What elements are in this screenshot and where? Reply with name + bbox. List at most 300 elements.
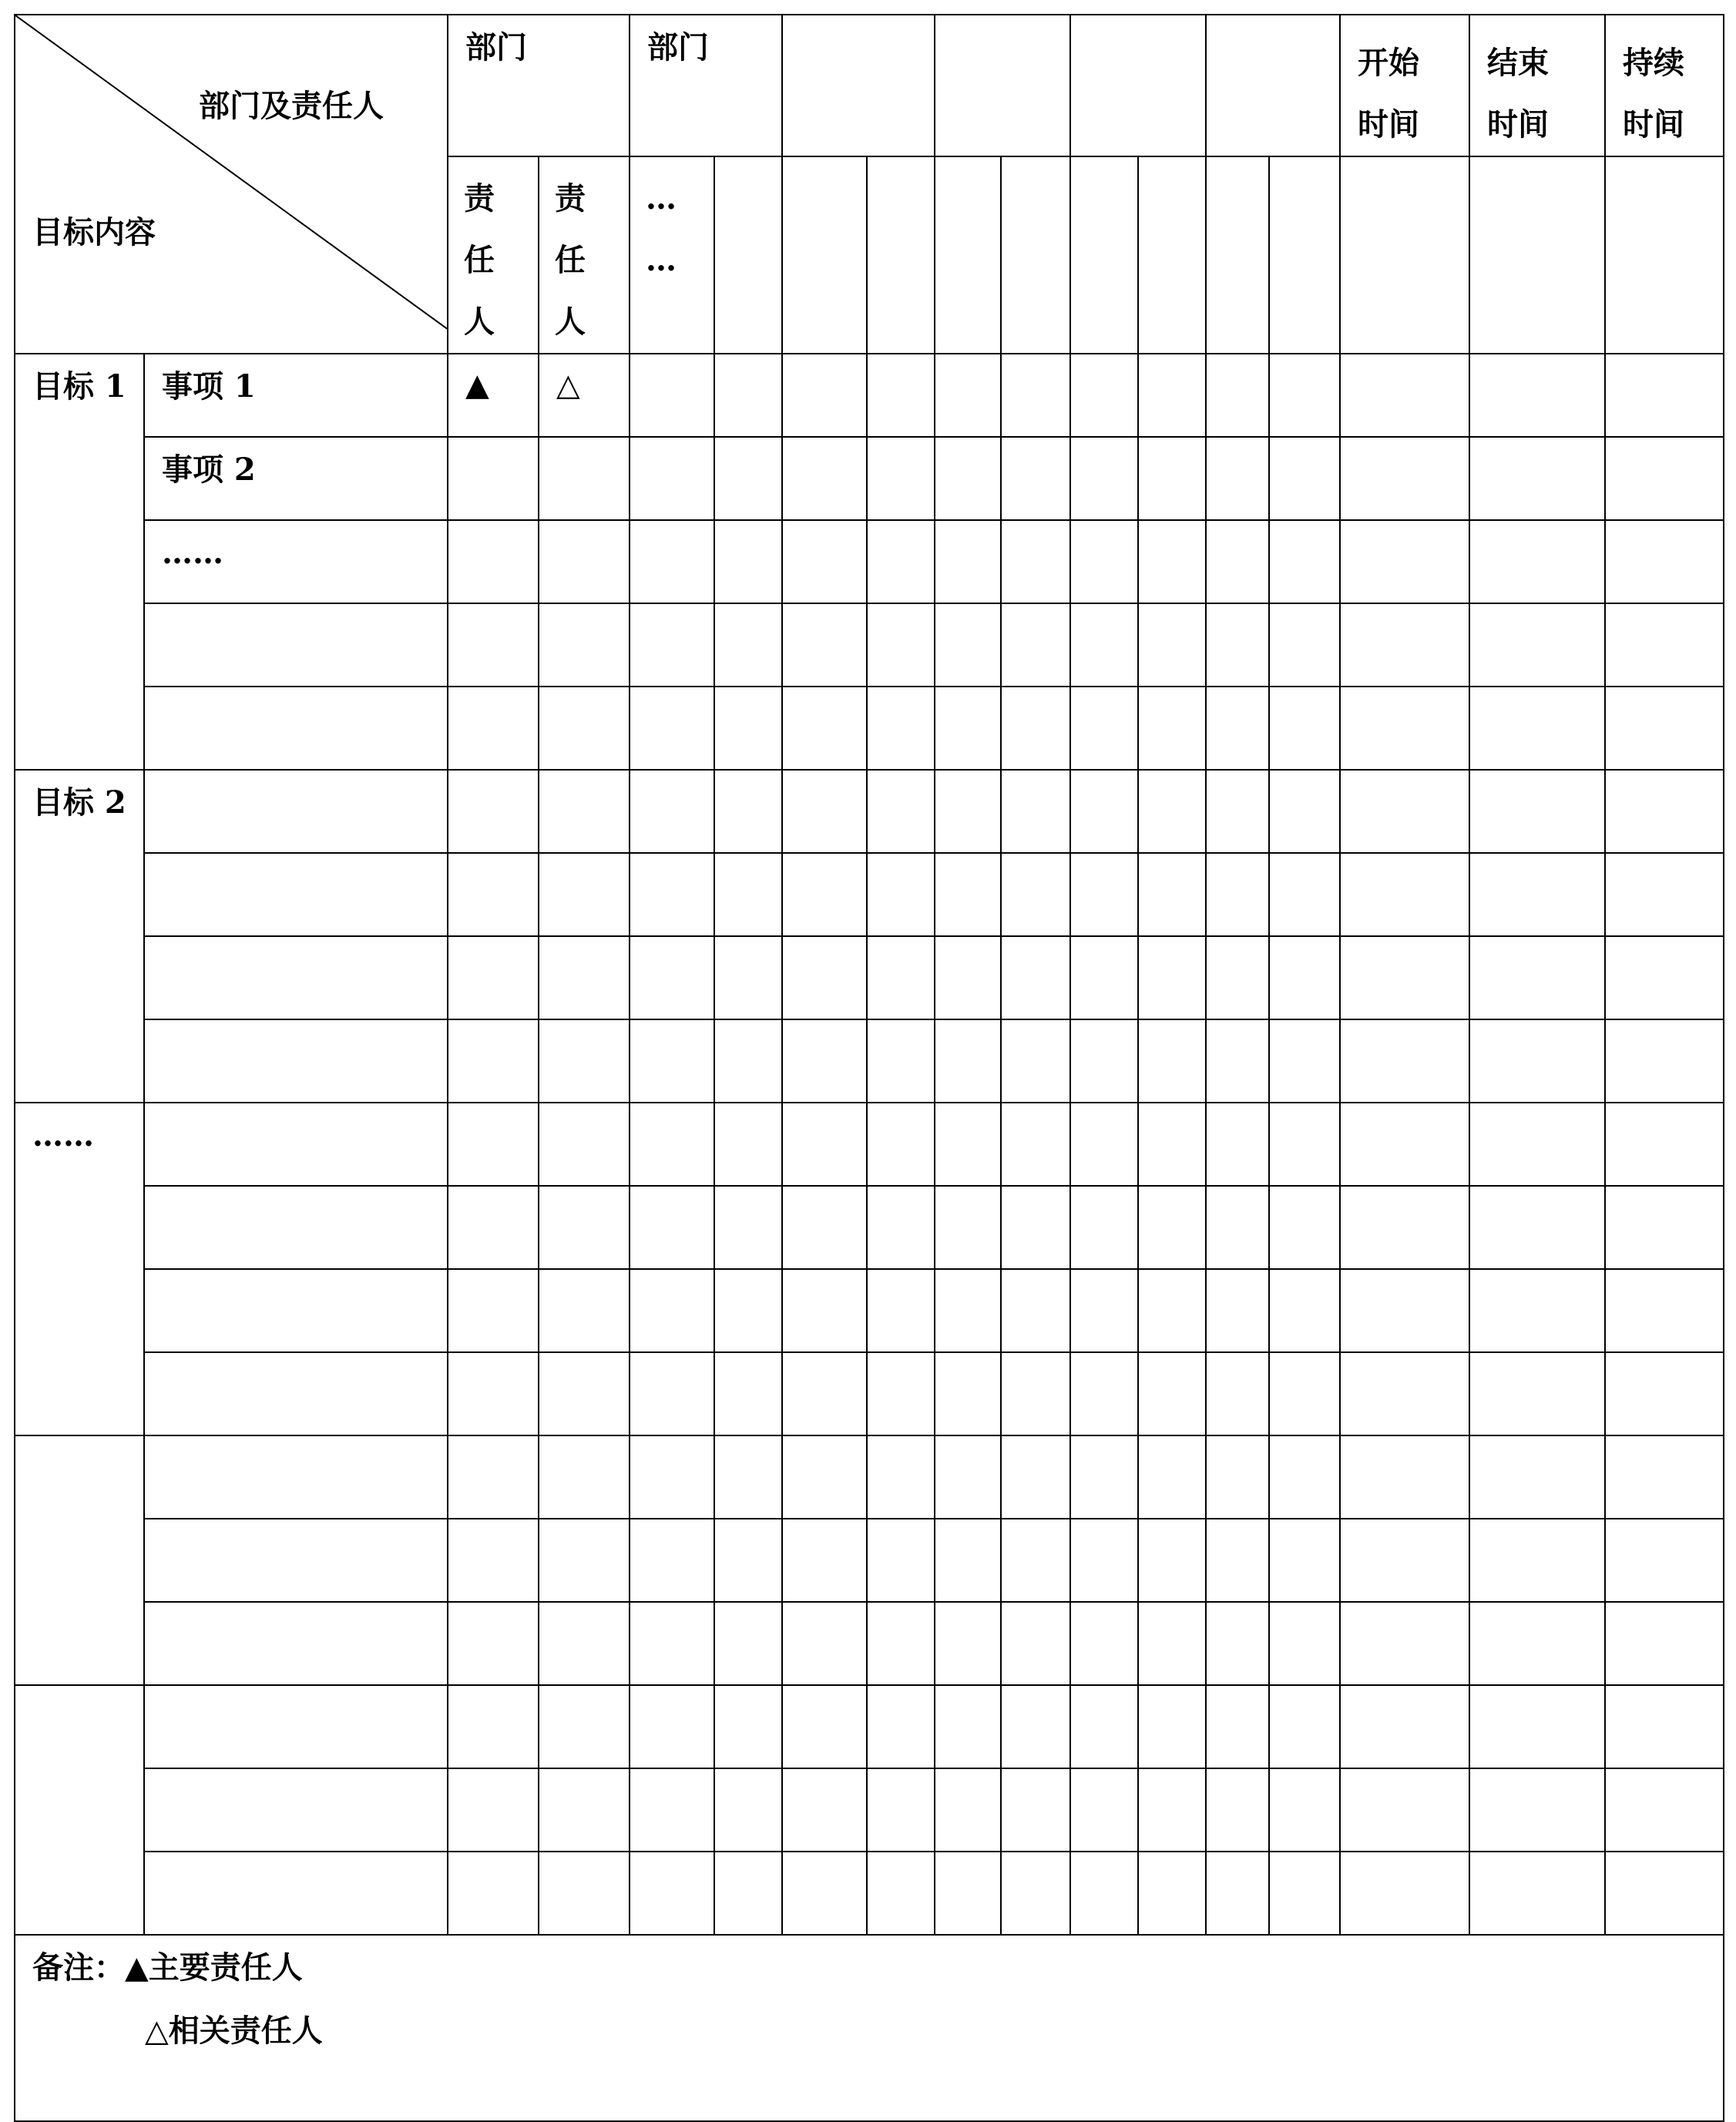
matrix-cell — [1469, 520, 1605, 603]
matrix-cell — [1605, 1435, 1724, 1519]
matrix-cell — [448, 853, 539, 936]
matrix-cell — [714, 687, 782, 770]
table-row — [15, 770, 1724, 853]
item-cell — [144, 1186, 448, 1269]
matrix-cell — [1340, 1269, 1469, 1352]
matrix-cell — [935, 603, 1001, 687]
item-cell — [144, 770, 448, 853]
matrix-cell — [539, 1186, 630, 1269]
person-header-blank — [867, 156, 935, 354]
matrix-cell — [935, 770, 1001, 853]
matrix-cell — [1070, 770, 1138, 853]
item-cell — [144, 1103, 448, 1186]
matrix-cell — [1340, 1852, 1469, 1935]
person-header-2: 责任人 — [539, 156, 630, 354]
person-header-blank — [1001, 156, 1070, 354]
matrix-cell — [1138, 520, 1206, 603]
end-time-header: 结束时间 — [1469, 15, 1605, 156]
goal-cell — [15, 1103, 144, 1435]
item-label — [145, 1519, 447, 1536]
matrix-cell — [1469, 853, 1605, 936]
matrix-cell — [1001, 1519, 1070, 1602]
matrix-cell — [867, 1186, 935, 1269]
person-header-blank — [714, 156, 782, 354]
matrix-cell — [867, 1519, 935, 1602]
corner-goal-label: 目标内容 — [32, 214, 156, 250]
matrix-cell — [1070, 603, 1138, 687]
person-header-blank — [935, 156, 1001, 354]
item-label — [145, 1103, 447, 1120]
matrix-cell — [1605, 1352, 1724, 1435]
matrix-cell — [630, 1685, 714, 1768]
matrix-cell — [1206, 1186, 1269, 1269]
matrix-cell — [1340, 437, 1469, 520]
matrix-cell — [630, 354, 714, 437]
matrix-cell — [1469, 1103, 1605, 1186]
matrix-cell — [782, 853, 867, 936]
matrix-cell — [1340, 687, 1469, 770]
item-label — [145, 1686, 447, 1703]
matrix-cell — [539, 1435, 630, 1519]
dept-header-4 — [935, 15, 1070, 156]
matrix-cell — [1469, 1852, 1605, 1935]
matrix-cell — [448, 936, 539, 1019]
matrix-cell — [1138, 1852, 1206, 1935]
matrix-cell — [935, 687, 1001, 770]
matrix-cell — [782, 1186, 867, 1269]
matrix-cell — [630, 687, 714, 770]
matrix-cell — [1269, 1019, 1340, 1103]
matrix-cell — [867, 520, 935, 603]
person-header-more: … … — [630, 156, 714, 354]
matrix-cell — [1469, 1519, 1605, 1602]
matrix-cell — [630, 1019, 714, 1103]
matrix-cell — [1340, 1103, 1469, 1186]
item-cell — [144, 1019, 448, 1103]
header-corner-cell — [15, 15, 448, 354]
matrix-cell — [1340, 1352, 1469, 1435]
item-label — [145, 1020, 447, 1037]
matrix-cell — [935, 853, 1001, 936]
matrix-cell — [1605, 437, 1724, 520]
matrix-cell — [867, 437, 935, 520]
matrix-cell — [448, 354, 539, 437]
responsibility-matrix-table — [14, 14, 1724, 2122]
matrix-cell — [1138, 1269, 1206, 1352]
matrix-cell — [1206, 1519, 1269, 1602]
matrix-cell — [714, 520, 782, 603]
dept-header-5 — [1070, 15, 1206, 156]
matrix-cell — [714, 603, 782, 687]
matrix-cell — [714, 1269, 782, 1352]
item-label: 事项 2 — [162, 452, 256, 488]
matrix-cell — [867, 354, 935, 437]
matrix-cell — [1070, 1685, 1138, 1768]
matrix-cell — [1269, 770, 1340, 853]
table-row — [15, 1435, 1724, 1519]
matrix-cell — [1001, 437, 1070, 520]
matrix-cell — [1469, 1685, 1605, 1768]
matrix-cell — [1070, 1186, 1138, 1269]
matrix-cell — [1605, 687, 1724, 770]
matrix-cell — [1206, 936, 1269, 1019]
matrix-cell — [1001, 1352, 1070, 1435]
matrix-cell — [782, 1019, 867, 1103]
table-row — [15, 1852, 1724, 1935]
matrix-cell — [1138, 1519, 1206, 1602]
matrix-cell — [935, 1103, 1001, 1186]
item-label: 事项 1 — [162, 368, 256, 405]
matrix-cell — [867, 1852, 935, 1935]
matrix-cell — [1001, 1019, 1070, 1103]
matrix-cell — [935, 1519, 1001, 1602]
matrix-cell — [539, 687, 630, 770]
matrix-cell — [1269, 1685, 1340, 1768]
matrix-cell — [935, 1768, 1001, 1852]
matrix-cell — [1269, 936, 1340, 1019]
matrix-cell — [539, 1602, 630, 1685]
table-row — [15, 1103, 1724, 1186]
matrix-cell — [1469, 1435, 1605, 1519]
matrix-cell — [448, 687, 539, 770]
matrix-cell — [1206, 1352, 1269, 1435]
matrix-cell — [630, 1768, 714, 1852]
matrix-cell — [1469, 936, 1605, 1019]
matrix-cell — [1269, 1186, 1340, 1269]
matrix-cell — [1269, 1269, 1340, 1352]
matrix-cell — [1001, 1768, 1070, 1852]
matrix-cell — [714, 1435, 782, 1519]
matrix-cell — [539, 1019, 630, 1103]
matrix-cell — [1070, 520, 1138, 603]
matrix-cell — [1206, 687, 1269, 770]
matrix-cell — [1206, 520, 1269, 603]
goal-cell — [15, 770, 144, 1103]
matrix-cell — [714, 853, 782, 936]
matrix-cell — [1070, 1519, 1138, 1602]
goal-cell — [15, 354, 144, 770]
matrix-cell — [1138, 354, 1206, 437]
matrix-cell — [1206, 1602, 1269, 1685]
matrix-cell — [448, 603, 539, 687]
matrix-cell — [1070, 1768, 1138, 1852]
matrix-cell — [935, 1435, 1001, 1519]
matrix-cell — [1138, 603, 1206, 687]
matrix-cell — [714, 1103, 782, 1186]
matrix-cell — [630, 1269, 714, 1352]
matrix-cell — [630, 437, 714, 520]
matrix-cell — [1138, 853, 1206, 936]
matrix-cell — [630, 1852, 714, 1935]
matrix-cell — [1269, 1352, 1340, 1435]
item-label — [145, 687, 447, 704]
matrix-cell — [1340, 853, 1469, 936]
item-cell — [144, 1435, 448, 1519]
matrix-cell — [1070, 1019, 1138, 1103]
goal-label — [15, 1686, 143, 1703]
item-label — [145, 1852, 447, 1869]
matrix-cell — [867, 1019, 935, 1103]
matrix-cell — [630, 1435, 714, 1519]
matrix-cell — [448, 1852, 539, 1935]
matrix-cell — [539, 1685, 630, 1768]
matrix-cell — [1340, 1602, 1469, 1685]
item-cell — [144, 437, 448, 520]
matrix-cell — [867, 1352, 935, 1435]
matrix-cell — [448, 520, 539, 603]
matrix-cell — [782, 1768, 867, 1852]
matrix-cell — [630, 1519, 714, 1602]
matrix-cell — [1070, 1352, 1138, 1435]
matrix-cell — [539, 354, 630, 437]
matrix-cell — [1206, 437, 1269, 520]
item-cell — [144, 1269, 448, 1352]
item-cell — [144, 687, 448, 770]
matrix-cell — [1605, 1269, 1724, 1352]
matrix-cell — [1138, 1103, 1206, 1186]
matrix-cell — [1001, 853, 1070, 936]
matrix-cell — [1340, 1685, 1469, 1768]
matrix-cell — [935, 1352, 1001, 1435]
person-header-1: 责任人 — [448, 156, 539, 354]
matrix-cell — [714, 1768, 782, 1852]
matrix-cell — [1340, 520, 1469, 603]
matrix-cell — [1469, 687, 1605, 770]
matrix-cell — [1206, 1019, 1269, 1103]
matrix-cell — [1070, 1435, 1138, 1519]
table-row — [15, 1768, 1724, 1852]
matrix-cell — [1340, 354, 1469, 437]
matrix-cell — [539, 1768, 630, 1852]
matrix-cell — [1340, 770, 1469, 853]
matrix-cell — [539, 936, 630, 1019]
matrix-cell — [867, 770, 935, 853]
matrix-cell — [630, 853, 714, 936]
matrix-cell — [867, 603, 935, 687]
matrix-cell — [867, 1768, 935, 1852]
dept-header-2: 部门 — [630, 15, 782, 156]
matrix-cell — [630, 1352, 714, 1435]
matrix-cell — [782, 520, 867, 603]
matrix-cell — [1206, 603, 1269, 687]
matrix-cell — [1070, 687, 1138, 770]
matrix-cell — [1001, 603, 1070, 687]
item-cell — [144, 520, 448, 603]
matrix-cell — [1469, 1269, 1605, 1352]
matrix-cell — [714, 1186, 782, 1269]
matrix-cell — [782, 603, 867, 687]
matrix-cell — [1070, 1269, 1138, 1352]
matrix-cell — [1206, 1435, 1269, 1519]
matrix-cell — [1605, 1103, 1724, 1186]
matrix-cell — [1206, 770, 1269, 853]
matrix-cell — [714, 1685, 782, 1768]
table-row — [15, 1519, 1724, 1602]
item-cell — [144, 1852, 448, 1935]
goal-label — [15, 1436, 143, 1453]
matrix-cell — [867, 936, 935, 1019]
matrix-cell — [1206, 354, 1269, 437]
related-mark: △ — [556, 368, 580, 403]
matrix-cell — [714, 1352, 782, 1435]
person-header-blank — [782, 156, 867, 354]
primary-mark: ▲ — [465, 368, 489, 403]
item-label — [145, 937, 447, 954]
matrix-cell — [1340, 1186, 1469, 1269]
matrix-cell — [1138, 437, 1206, 520]
person-header-blank — [1070, 156, 1138, 354]
table-row — [15, 1602, 1724, 1685]
matrix-cell — [714, 770, 782, 853]
matrix-cell — [1206, 1768, 1269, 1852]
matrix-cell — [1605, 853, 1724, 936]
item-label: …… — [162, 535, 223, 571]
matrix-cell — [1070, 437, 1138, 520]
matrix-cell — [1001, 1602, 1070, 1685]
matrix-cell — [1269, 520, 1340, 603]
item-cell — [144, 1352, 448, 1435]
matrix-cell — [867, 1103, 935, 1186]
matrix-cell — [935, 520, 1001, 603]
matrix-cell — [1269, 1768, 1340, 1852]
matrix-cell — [539, 520, 630, 603]
matrix-cell — [448, 1186, 539, 1269]
matrix-cell — [1605, 603, 1724, 687]
dept-header-3 — [782, 15, 935, 156]
matrix-cell — [630, 1186, 714, 1269]
matrix-cell — [1138, 770, 1206, 853]
item-label — [145, 1436, 447, 1453]
matrix-cell — [448, 1269, 539, 1352]
matrix-cell — [630, 520, 714, 603]
item-cell — [144, 1519, 448, 1602]
matrix-cell — [630, 936, 714, 1019]
matrix-cell — [1340, 1519, 1469, 1602]
matrix-cell — [1269, 1435, 1340, 1519]
diagonal-divider — [15, 15, 448, 330]
notes-primary: 备注：▲主要责任人 — [32, 1949, 303, 1986]
matrix-cell — [448, 1768, 539, 1852]
matrix-cell — [1206, 853, 1269, 936]
matrix-cell — [1206, 1103, 1269, 1186]
matrix-cell — [539, 770, 630, 853]
matrix-cell — [1469, 1352, 1605, 1435]
matrix-cell — [782, 1685, 867, 1768]
matrix-cell — [1340, 1768, 1469, 1852]
matrix-cell — [448, 1602, 539, 1685]
matrix-cell — [782, 687, 867, 770]
matrix-cell — [1469, 1186, 1605, 1269]
matrix-cell — [867, 1685, 935, 1768]
matrix-cell — [1269, 603, 1340, 687]
matrix-cell — [1001, 1186, 1070, 1269]
matrix-cell — [935, 1019, 1001, 1103]
matrix-cell — [1206, 1269, 1269, 1352]
matrix-cell — [630, 1103, 714, 1186]
goal-label: 目标 1 — [32, 368, 126, 405]
table-row — [15, 520, 1724, 603]
item-cell — [144, 1768, 448, 1852]
matrix-cell — [782, 936, 867, 1019]
item-cell — [144, 1602, 448, 1685]
matrix-cell — [1070, 1852, 1138, 1935]
matrix-cell — [867, 1602, 935, 1685]
matrix-cell — [1138, 1602, 1206, 1685]
matrix-cell — [1605, 520, 1724, 603]
goal-label: …… — [32, 1117, 94, 1153]
matrix-cell — [714, 437, 782, 520]
item-label — [145, 1187, 447, 1204]
item-cell — [144, 1685, 448, 1768]
matrix-cell — [448, 770, 539, 853]
matrix-cell — [782, 1602, 867, 1685]
matrix-cell — [782, 1103, 867, 1186]
item-label — [145, 1769, 447, 1786]
matrix-cell — [1469, 1768, 1605, 1852]
matrix-cell — [1605, 1768, 1724, 1852]
matrix-cell — [1206, 1852, 1269, 1935]
matrix-cell — [539, 1519, 630, 1602]
table-row — [15, 603, 1724, 687]
matrix-cell — [1070, 1103, 1138, 1186]
start-time-header: 开始时间 — [1340, 15, 1469, 156]
matrix-cell — [1269, 1852, 1340, 1935]
matrix-cell — [782, 1519, 867, 1602]
table-row — [15, 437, 1724, 520]
matrix-cell — [539, 1852, 630, 1935]
matrix-cell — [1340, 936, 1469, 1019]
matrix-cell — [1138, 687, 1206, 770]
matrix-cell — [782, 770, 867, 853]
matrix-cell — [448, 437, 539, 520]
table-row — [15, 936, 1724, 1019]
matrix-cell — [448, 1103, 539, 1186]
item-label — [145, 1603, 447, 1620]
matrix-cell — [1605, 1186, 1724, 1269]
matrix-cell — [1138, 1352, 1206, 1435]
matrix-cell — [782, 1852, 867, 1935]
matrix-cell — [1469, 437, 1605, 520]
matrix-cell — [1138, 936, 1206, 1019]
matrix-cell — [782, 437, 867, 520]
matrix-cell — [1138, 1685, 1206, 1768]
matrix-cell — [1269, 354, 1340, 437]
matrix-cell — [1605, 770, 1724, 853]
matrix-cell — [1605, 1519, 1724, 1602]
matrix-cell — [1269, 687, 1340, 770]
responsibility-matrix-sheet — [14, 14, 1723, 2092]
matrix-cell — [448, 1435, 539, 1519]
matrix-cell — [1605, 1852, 1724, 1935]
table-row — [15, 1019, 1724, 1103]
item-cell — [144, 354, 448, 437]
matrix-cell — [1070, 936, 1138, 1019]
matrix-cell — [448, 1019, 539, 1103]
matrix-cell — [714, 1852, 782, 1935]
matrix-cell — [935, 936, 1001, 1019]
matrix-cell — [1469, 603, 1605, 687]
matrix-cell — [714, 936, 782, 1019]
matrix-cell — [1269, 1519, 1340, 1602]
item-cell — [144, 936, 448, 1019]
matrix-cell — [782, 1352, 867, 1435]
matrix-cell — [935, 437, 1001, 520]
matrix-cell — [1605, 1019, 1724, 1103]
matrix-cell — [867, 1435, 935, 1519]
matrix-cell — [935, 1269, 1001, 1352]
matrix-cell — [1070, 853, 1138, 936]
matrix-cell — [1605, 354, 1724, 437]
